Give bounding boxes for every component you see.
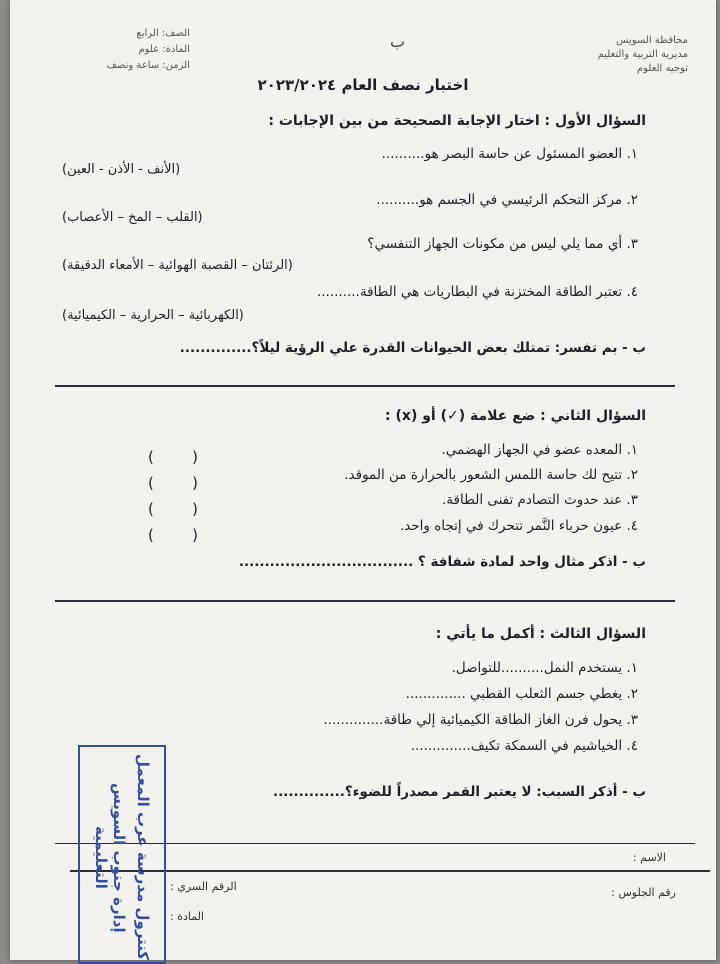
handwritten-mark: ب (390, 32, 406, 51)
q2-part-b: ب - اذكر مثال واحد لمادة شفافة ؟ .................................. (238, 554, 646, 570)
subject-field-label: المادة : (170, 910, 204, 923)
answer-line (55, 600, 675, 602)
q3-item: ١. يستخدم النمل..........للتواصل. (451, 660, 638, 676)
exam-title: اختبار نصف العام ٢٠٢٣/٢٠٢٤ (257, 76, 469, 94)
divider-line (70, 870, 710, 872)
duration-label: الزمن: ساعة ونصف (106, 60, 190, 71)
name-label: الاسم : (632, 851, 666, 864)
answer-line (55, 385, 675, 387)
q3-item: ٣. يحول فرن الغاز الطاقة الكيميائية إلي طاقة.............. (323, 712, 638, 728)
answer-parentheses[interactable]: ( ) (148, 448, 198, 466)
q1-options: (الرئتان – القصبة الهوائية – الأمعاء الدقيقة) (62, 258, 293, 273)
grade-label: الصف: الرابع (136, 28, 190, 39)
q1-item: ٤. تعتبر الطاقة المختزنة في البطاريات هي الطاقة.......... (316, 284, 638, 300)
secret-number-label: الرقم السري : (170, 880, 237, 893)
school-stamp (78, 745, 166, 964)
q1-item: ٢. مركز التحكم الرئيسي في الجسم هو.......... (376, 192, 638, 208)
q2-item: ١. المعده عضو في الجهاز الهضمي. (441, 442, 638, 458)
q2-item: ٤. عيون حرباء النَّمر تتحرك في إتجاه واحد. (399, 518, 638, 534)
q3-item: ٤. الخياشيم في السمكة تكيف.............. (410, 738, 638, 754)
q1-heading: السؤال الأول : اختار الإجابة الصحيحة من بين الإجابات : (268, 113, 646, 129)
governorate-label: محافظة السويس (616, 35, 688, 46)
q1-item: ١. العضو المسئول عن حاسة البصر هو.......... (381, 146, 638, 162)
stamp-line: كنترول مدرسة عرب المعمل (134, 754, 152, 961)
directorate-label: مديرية التربية والتعليم (597, 49, 688, 60)
department-label: توجيه العلوم (636, 63, 688, 74)
q2-item: ٣. عند حدوث التصادم تفنى الطاقة. (442, 492, 638, 508)
answer-parentheses[interactable]: ( ) (148, 526, 198, 544)
q1-item: ٣. أي مما يلي ليس من مكونات الجهاز التنفسي؟ (367, 236, 638, 252)
q2-item: ٢. تتيح لك حاسة اللمس الشعور بالحرارة من الموقد. (344, 467, 638, 483)
q1-part-b: ب - بم تفسر: تمتلك بعض الحيوانات القدرة علي الرؤية ليلاً؟.............. (179, 340, 646, 356)
header-left (30, 26, 190, 74)
exam-paper (10, 0, 716, 960)
q3-heading: السؤال الثالث : أكمل ما يأتي : (435, 626, 646, 642)
q3-item: ٢. يغطي جسم الثعلب القطبي .............. (405, 686, 638, 702)
q2-heading: السؤال الثاني : ضع علامة (✓) أو (x) : (385, 408, 646, 424)
q1-options: (القلب – المخ – الأعصاب) (62, 210, 203, 225)
q1-options: (الكهربائية – الحرارية – الكيميائية) (62, 308, 244, 323)
q3-part-b: ب - أذكر السبب: لا يعتبر القمر مصدراً للضوء؟.............. (273, 784, 646, 800)
header-right (518, 34, 688, 76)
q1-options: (الأنف - الأذن - العين) (62, 162, 181, 177)
seat-number-label: رقم الجلوس : (611, 886, 676, 899)
answer-parentheses[interactable]: ( ) (148, 474, 198, 492)
stamp-line: إدارة جنوب السويس التعليمية (92, 782, 128, 933)
subject-label: المادة: علوم (138, 44, 190, 55)
answer-parentheses[interactable]: ( ) (148, 500, 198, 518)
